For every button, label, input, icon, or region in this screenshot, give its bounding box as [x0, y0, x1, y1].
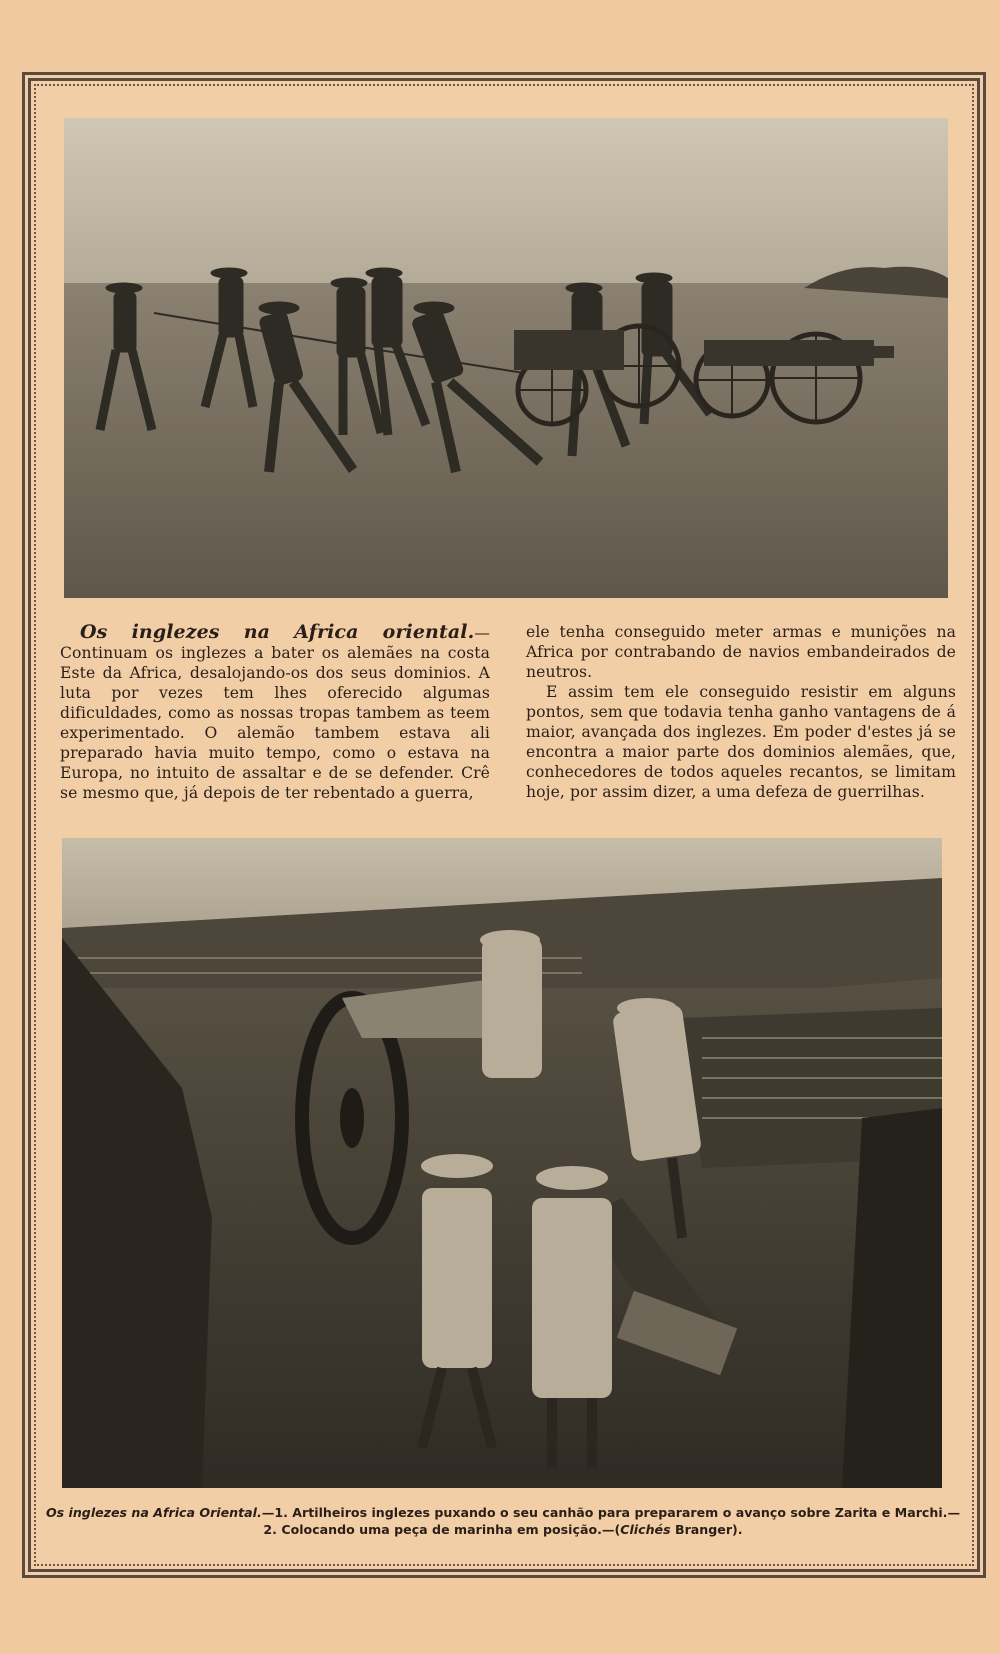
photo-naval-gun-in-position [62, 838, 942, 1488]
caption-text: —1. Artilheiros inglezes puxando o seu canhão para prepararem o avanço sobre Zarita e Marchi.—2. Colocando uma peça de marinha em posição.—( [261, 1505, 961, 1537]
caption-credit-italic: Clichés [620, 1522, 671, 1537]
article-column-left [60, 622, 490, 803]
article-intro-text: —Continuam os inglezes a bater os alemães na costa Este da Africa, desalojando-os dos seus dominios. A luta por vezes tem lhes oferecido algumas dificuldades, como as nossas tropas tambem as teem experimentado. O alemão tambem estava ali preparado havia muito tempo, como o estava na Europa, no intuito de assaltar e de se defender. Crê se mesmo que, já depois de ter rebentado a guerra, [60, 624, 490, 802]
caption-credit: Branger). [670, 1522, 743, 1537]
article-column-right [526, 622, 956, 802]
photo-caption [44, 1504, 962, 1538]
photo-soldiers-pulling-cannon [64, 118, 948, 598]
article-heading: Os inglezes na Africa oriental. [80, 621, 475, 643]
article-paragraph: ele tenha conseguido meter armas e munições na Africa por contrabando de navios embandeirados de neutros. [526, 623, 956, 681]
article-paragraph: E assim tem ele conseguido resistir em alguns pontos, sem que todavia tenha ganho vantagens de á maior, avançada dos inglezes. Em poder d'estes já se encontra a maior parte dos dominios alemães, que, conhecedores de todos aqueles recantos, se limitam hoje, por assim dizer, a uma defeza de guerrilhas. [526, 683, 956, 801]
caption-heading: Os inglezes na Africa Oriental. [45, 1505, 262, 1520]
